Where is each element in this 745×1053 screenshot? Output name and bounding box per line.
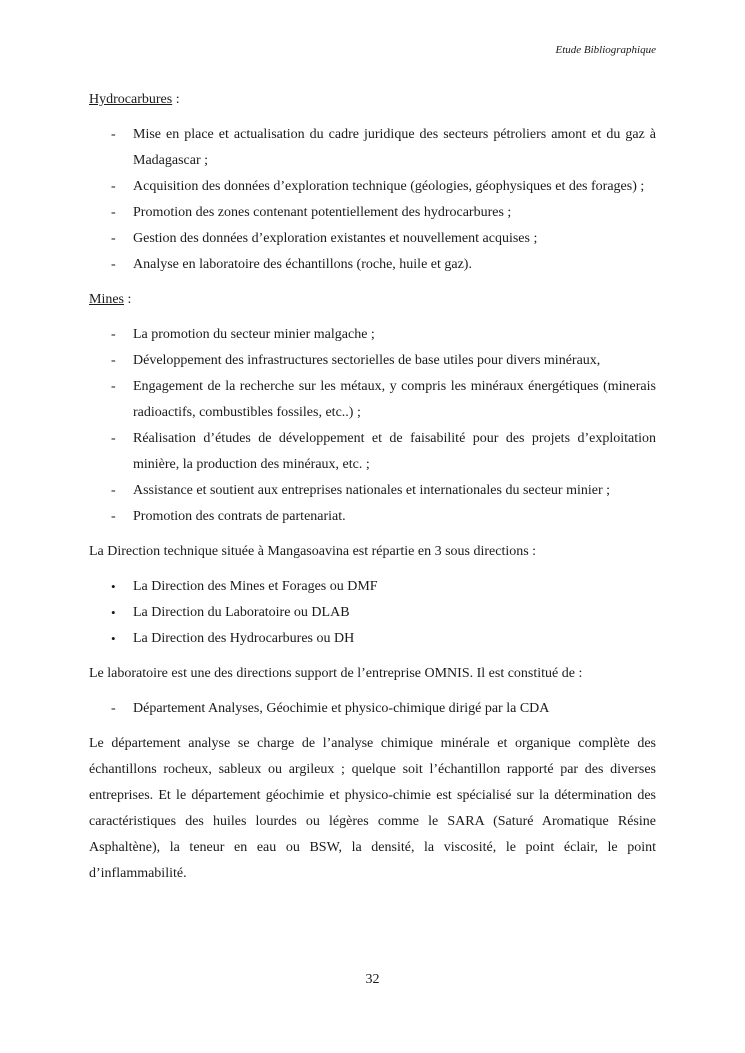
list-item-text: Mise en place et actualisation du cadre juridique des secteurs pétroliers amont et du gaz à Madagascar ; (133, 127, 656, 168)
mines-list (89, 322, 656, 530)
list-item-text: Analyse en laboratoire des échantillons (roche, huile et gaz). (133, 257, 472, 272)
direction-list (89, 574, 656, 652)
section-title-mines-label: Mines (89, 292, 124, 307)
dash-marker: - (111, 379, 116, 394)
list-item (89, 374, 656, 426)
dash-marker: - (111, 327, 116, 342)
hydrocarbures-list (89, 122, 656, 278)
laboratoire-intro: Le laboratoire est une des directions support de l’entreprise OMNIS. Il est constitué de : (89, 666, 583, 681)
list-item (89, 696, 656, 722)
list-item (89, 478, 656, 504)
page-number: 32 (365, 972, 380, 987)
list-item-text: La Direction des Hydrocarbures ou DH (133, 631, 355, 646)
dash-marker: - (111, 231, 116, 246)
dash-marker: - (111, 509, 116, 524)
section-title-mines (89, 287, 656, 313)
list-item-text: La promotion du secteur minier malgache ; (133, 327, 375, 342)
dash-marker: - (111, 483, 116, 498)
list-item-text: Développement des infrastructures sectorielles de base utiles pour divers minéraux, (133, 353, 601, 368)
dash-marker: - (111, 701, 116, 716)
section-title-hydrocarbures-label: Hydrocarbures (89, 92, 173, 107)
list-item-text: La Direction des Mines et Forages ou DMF (133, 579, 378, 594)
list-item (89, 426, 656, 478)
dash-marker: - (111, 127, 116, 142)
list-item (89, 174, 656, 200)
list-item (89, 322, 656, 348)
dash-marker: - (111, 257, 116, 272)
list-item-text: Promotion des zones contenant potentiellement des hydrocarbures ; (133, 205, 512, 220)
bullet-marker: • (111, 631, 116, 646)
dash-marker: - (111, 205, 116, 220)
dash-marker: - (111, 431, 116, 446)
dash-marker: - (111, 353, 116, 368)
list-item (89, 348, 656, 374)
bullet-marker: • (111, 579, 116, 594)
direction-intro: La Direction technique située à Mangasoavina est répartie en 3 sous directions : (89, 544, 537, 559)
list-item-text: Engagement de la recherche sur les métaux, y compris les minéraux énergétiques (minerais radioactifs, combustibles fossiles, etc..) ; (133, 379, 656, 420)
laboratoire-list (89, 696, 656, 722)
list-item (89, 600, 656, 626)
list-item-text: Assistance et soutient aux entreprises nationales et internationales du secteur minier ; (133, 483, 611, 498)
page-content (89, 87, 656, 896)
dash-marker: - (111, 179, 116, 194)
running-header: Etude Bibliographique (555, 44, 656, 56)
bullet-marker: • (111, 605, 116, 620)
list-item (89, 574, 656, 600)
section-title-hydrocarbures (89, 87, 656, 113)
list-item-text: Gestion des données d’exploration existantes et nouvellement acquises ; (133, 231, 538, 246)
list-item-text: Département Analyses, Géochimie et physico-chimique dirigé par la CDA (133, 701, 550, 716)
list-item (89, 122, 656, 174)
list-item (89, 626, 656, 652)
list-item (89, 226, 656, 252)
section-title-hydrocarbures-suffix: : (172, 92, 180, 107)
list-item (89, 200, 656, 226)
list-item-text: Acquisition des données d’exploration technique (géologies, géophysiques et des forages) ; (133, 179, 645, 194)
laboratoire-paragraph: Le département analyse se charge de l’analyse chimique minérale et organique complète des échantillons rocheux, sableux ou argileux ; quelque soit l’échantillon rapporté par des diverses entreprises. Et le département géochimie et physico-chimie est spécialisé sur la détermination des caractéristiques des huiles lourdes ou légères comme le SARA (Saturé Aromatique Résine Asphaltène), la teneur en eau ou BSW, la densité, la viscosité, le point éclair, le point d’inflammabilité. (89, 736, 656, 881)
list-item-text: La Direction du Laboratoire ou DLAB (133, 605, 350, 620)
list-item-text: Réalisation d’études de développement et de faisabilité pour des projets d’exploitation minière, la production des minéraux, etc. ; (133, 431, 656, 472)
list-item-text: Promotion des contrats de partenariat. (133, 509, 346, 524)
list-item (89, 252, 656, 278)
section-title-mines-suffix: : (124, 292, 132, 307)
list-item (89, 504, 656, 530)
